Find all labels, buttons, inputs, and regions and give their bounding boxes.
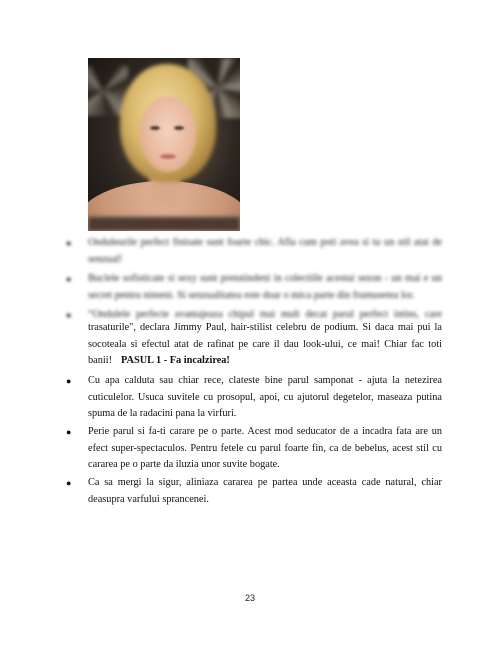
bullet-icon: ● bbox=[66, 478, 72, 488]
blurred-bullet-1: Onduleurile perfect finisate sunt foarte chic. Afla cum poti avea si tu un stil atat de senzual! bbox=[88, 237, 442, 265]
page-number: 23 bbox=[244, 593, 255, 603]
bullet-icon: ● bbox=[66, 274, 72, 284]
blurred-bullet-2: Buclele sofisticate si sexy sunt pretutindeni in colectiile acestui sezon - un mai e un secret pentru nimeni. Si senzualitatea este doar o mica parte din frumusetea lor. bbox=[88, 273, 442, 301]
portrait-photo bbox=[88, 58, 240, 231]
blurred-bullet-3: “Ondulele perfecte avantajeaza chipul mai mult decat parul perfect intins, care bbox=[88, 309, 442, 320]
step-heading: PASUL 1 - Fa incalzirea! bbox=[121, 355, 230, 366]
bullet-icon: ● bbox=[66, 310, 72, 320]
bullet-icon: ● bbox=[66, 427, 72, 437]
step-item-1: Cu apa calduta sau chiar rece, clateste bine parul samponat - ajuta la netezirea cuticulelor. Usuca suvitele cu prosopul, apoi, cu ajutorul degetelor, maseaza putina spuma de la radacini pana la virfuri. bbox=[88, 375, 442, 420]
bullet-icon: ● bbox=[66, 238, 72, 248]
quote-continuation: trasaturile", declara Jimmy Paul, hair-stilist celebru de podium. Si daca mai pui la socoteala si efectul atat de rafinat pe care il dau look-ului, ce mai! Chiar fac toti banii! bbox=[88, 322, 442, 367]
step-item-3: Ca sa mergi la sigur, aliniaza cararea pe partea unde aceasta cade natural, chiar deasupra varfului sprancenei. bbox=[88, 477, 442, 505]
bullet-icon: ● bbox=[66, 376, 72, 386]
step-item-2: Perie parul si fa-ti carare pe o parte. Acest mod seducator de a incadra fata are un efect super-spectaculos. Pentru fetele cu parul foarte fin, ca de bebelus, acest stil cu cararea pe o parte da iluzia unor suvite bogate. bbox=[88, 426, 442, 471]
